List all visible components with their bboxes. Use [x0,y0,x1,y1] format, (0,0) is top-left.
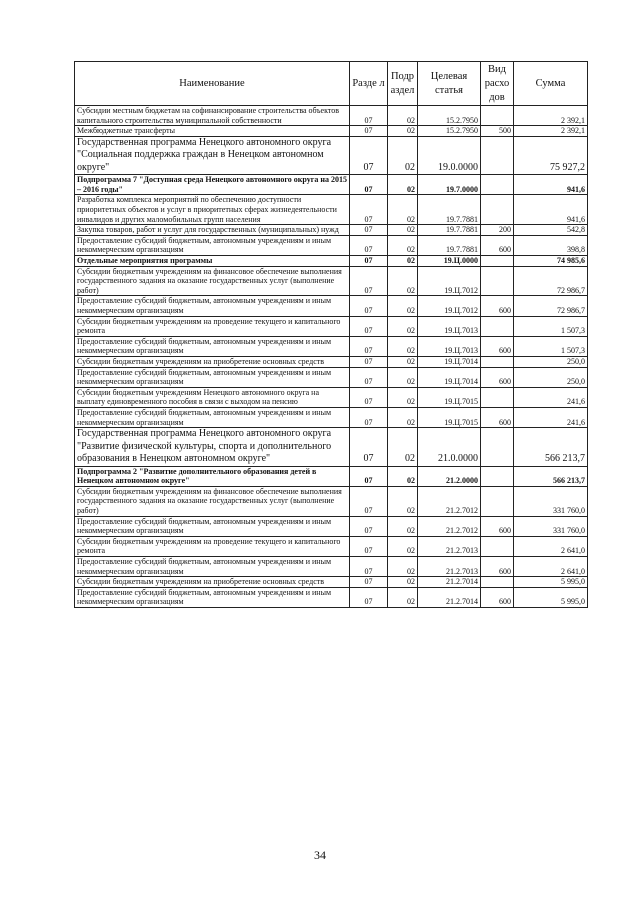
cell-subsection: 02 [388,367,418,387]
cell-name: Предоставление субсидий бюджетным, автономным учреждениям и иным некоммерческим организациям [75,367,350,387]
cell-subsection: 02 [388,577,418,588]
cell-name: Субсидии бюджетным учреждениям на финансовое обеспечение выполнения государственного задания на оказание государственных услуг (выполнение работ) [75,266,350,296]
cell-sum: 2 641,0 [514,536,588,556]
cell-target: 19.Ц.7014 [418,367,481,387]
cell-expense-type [481,195,514,225]
cell-sum: 2 392,1 [514,106,588,126]
cell-sum: 2 392,1 [514,126,588,137]
cell-section: 07 [350,266,388,296]
cell-name: Государственная программа Ненецкого автономного округа "Развитие физической культуры, спорта и дополнительного образования в Ненецком автономном округе" [75,428,350,467]
cell-subsection: 02 [388,516,418,536]
header-expense-type: Вид расхо дов [481,62,514,106]
cell-section: 07 [350,367,388,387]
cell-sum: 331 760,0 [514,486,588,516]
cell-name: Субсидии бюджетным учреждениям на проведение текущего и капитального ремонта [75,316,350,336]
cell-target: 19.Ц.0000 [418,256,481,267]
cell-section: 07 [350,316,388,336]
table-row [75,486,588,516]
cell-subsection: 02 [388,387,418,407]
cell-sum: 241,6 [514,407,588,427]
cell-target: 19.Ц.7012 [418,296,481,316]
cell-sum: 75 927,2 [514,136,588,175]
cell-target: 21.2.0000 [418,466,481,486]
cell-subsection: 02 [388,336,418,356]
cell-target: 19.7.0000 [418,175,481,195]
cell-target: 19.Ц.7013 [418,316,481,336]
cell-subsection: 02 [388,536,418,556]
table-row [75,256,588,267]
cell-section: 07 [350,587,388,607]
table-row [75,106,588,126]
cell-section: 07 [350,577,388,588]
cell-subsection: 02 [388,556,418,576]
cell-expense-type: 600 [481,516,514,536]
table-row [75,407,588,427]
cell-sum: 941,6 [514,195,588,225]
cell-subsection: 02 [388,235,418,255]
header-section: Разде л [350,62,388,106]
table-row [75,336,588,356]
cell-sum: 241,6 [514,387,588,407]
table-header-row [75,62,588,106]
cell-expense-type [481,106,514,126]
cell-expense-type: 600 [481,556,514,576]
cell-name: Субсидии бюджетным учреждениям на приобретение основных средств [75,577,350,588]
cell-subsection: 02 [388,486,418,516]
table-body [75,106,588,608]
cell-sum: 2 641,0 [514,556,588,576]
cell-name: Предоставление субсидий бюджетным, автономным учреждениям и иным некоммерческим организациям [75,336,350,356]
cell-expense-type [481,486,514,516]
cell-expense-type [481,356,514,367]
cell-subsection: 02 [388,296,418,316]
cell-subsection: 02 [388,106,418,126]
header-subsection: Подр аздел [388,62,418,106]
cell-section: 07 [350,556,388,576]
cell-target: 19.Ц.7015 [418,387,481,407]
cell-name: Субсидии местным бюджетам на софинансирование строительства объектов капитального строительства муниципальной собственности [75,106,350,126]
cell-section: 07 [350,428,388,467]
cell-name: Предоставление субсидий бюджетным, автономным учреждениям и иным некоммерческим организациям [75,407,350,427]
cell-name: Подпрограмма 2 "Развитие дополнительного образования детей в Ненецком автономном округе" [75,466,350,486]
cell-sum: 398,8 [514,235,588,255]
header-target: Целевая статья [418,62,481,106]
cell-section: 07 [350,225,388,236]
cell-target: 19.7.7881 [418,225,481,236]
table-row [75,266,588,296]
cell-expense-type [481,316,514,336]
table-row [75,556,588,576]
cell-subsection: 02 [388,225,418,236]
cell-section: 07 [350,106,388,126]
cell-name: Разработка комплекса мероприятий по обеспечению доступности приоритетных объектов и услуг в приоритетных сферах жизнедеятельности инвалидов и других маломобильных групп населения [75,195,350,225]
cell-sum: 542,8 [514,225,588,236]
cell-subsection: 02 [388,316,418,336]
cell-section: 07 [350,336,388,356]
cell-name: Предоставление субсидий бюджетным, автономным учреждениям и иным некоммерческим организациям [75,235,350,255]
cell-name: Субсидии бюджетным учреждениям Ненецкого автономного округа на выплату единовременного пособия в связи с выходом на пенсию [75,387,350,407]
cell-sum: 5 995,0 [514,587,588,607]
cell-section: 07 [350,516,388,536]
cell-sum: 74 985,6 [514,256,588,267]
cell-subsection: 02 [388,266,418,296]
cell-target: 21.2.7012 [418,516,481,536]
cell-section: 07 [350,466,388,486]
cell-section: 07 [350,175,388,195]
table-row [75,577,588,588]
header-sum: Сумма [514,62,588,106]
cell-expense-type: 600 [481,235,514,255]
cell-subsection: 02 [388,466,418,486]
cell-expense-type: 600 [481,296,514,316]
cell-expense-type [481,577,514,588]
cell-sum: 566 213,7 [514,428,588,467]
cell-expense-type [481,536,514,556]
cell-subsection: 02 [388,407,418,427]
table-row [75,587,588,607]
table-row [75,316,588,336]
cell-target: 19.Ц.7012 [418,266,481,296]
cell-target: 19.Ц.7015 [418,407,481,427]
cell-section: 07 [350,195,388,225]
cell-target: 19.7.7881 [418,235,481,255]
cell-target: 19.Ц.7014 [418,356,481,367]
cell-sum: 1 507,3 [514,316,588,336]
cell-expense-type [481,387,514,407]
cell-expense-type: 200 [481,225,514,236]
cell-name: Предоставление субсидий бюджетным, автономным учреждениям и иным некоммерческим организациям [75,556,350,576]
cell-sum: 250,0 [514,367,588,387]
header-name: Наименование [75,62,350,106]
cell-section: 07 [350,235,388,255]
table-row [75,126,588,137]
cell-expense-type [481,428,514,467]
cell-name: Подпрограмма 7 "Доступная среда Ненецкого автономного округа на 2015 – 2016 годы" [75,175,350,195]
cell-name: Предоставление субсидий бюджетным, автономным учреждениям и иным некоммерческим организациям [75,516,350,536]
cell-expense-type [481,136,514,175]
cell-subsection: 02 [388,256,418,267]
cell-section: 07 [350,296,388,316]
table-row [75,387,588,407]
table-row [75,536,588,556]
cell-target: 19.7.7881 [418,195,481,225]
cell-section: 07 [350,486,388,516]
page-number: 34 [314,848,326,862]
cell-name: Предоставление субсидий бюджетным, автономным учреждениям и иным некоммерческим организациям [75,587,350,607]
cell-sum: 566 213,7 [514,466,588,486]
cell-expense-type: 600 [481,407,514,427]
table-row [75,356,588,367]
cell-section: 07 [350,256,388,267]
cell-sum: 72 986,7 [514,266,588,296]
cell-section: 07 [350,536,388,556]
cell-section: 07 [350,136,388,175]
cell-target: 21.2.7012 [418,486,481,516]
cell-name: Субсидии бюджетным учреждениям на финансовое обеспечение выполнения государственного задания на оказание государственных услуг (выполнение работ) [75,486,350,516]
table-row [75,195,588,225]
cell-target: 21.2.7013 [418,556,481,576]
cell-target: 15.2.7950 [418,126,481,137]
cell-expense-type: 600 [481,367,514,387]
cell-target: 19.0.0000 [418,136,481,175]
cell-name: Государственная программа Ненецкого автономного округа "Социальная поддержка граждан в Ненецком автономном округе" [75,136,350,175]
cell-name: Предоставление субсидий бюджетным, автономным учреждениям и иным некоммерческим организациям [75,296,350,316]
cell-subsection: 02 [388,428,418,467]
cell-subsection: 02 [388,195,418,225]
table-row [75,225,588,236]
cell-target: 15.2.7950 [418,106,481,126]
cell-name: Отдельные мероприятия программы [75,256,350,267]
cell-expense-type: 500 [481,126,514,137]
cell-section: 07 [350,387,388,407]
cell-target: 21.2.7014 [418,587,481,607]
table-row [75,175,588,195]
cell-sum: 250,0 [514,356,588,367]
table-row [75,516,588,536]
cell-section: 07 [350,407,388,427]
cell-subsection: 02 [388,126,418,137]
cell-target: 21.2.7014 [418,577,481,588]
table-row [75,367,588,387]
cell-name: Субсидии бюджетным учреждениям на проведение текущего и капитального ремонта [75,536,350,556]
cell-name: Субсидии бюджетным учреждениям на приобретение основных средств [75,356,350,367]
cell-expense-type: 600 [481,587,514,607]
table-row [75,428,588,467]
table-row [75,466,588,486]
table-row [75,136,588,175]
cell-subsection: 02 [388,136,418,175]
cell-subsection: 02 [388,587,418,607]
cell-expense-type [481,175,514,195]
cell-expense-type [481,256,514,267]
cell-section: 07 [350,126,388,137]
budget-table [74,61,588,608]
cell-expense-type [481,466,514,486]
cell-expense-type: 600 [481,336,514,356]
cell-name: Закупка товаров, работ и услуг для государственных (муниципальных) нужд [75,225,350,236]
cell-subsection: 02 [388,175,418,195]
cell-sum: 5 995,0 [514,577,588,588]
cell-sum: 331 760,0 [514,516,588,536]
cell-section: 07 [350,356,388,367]
cell-target: 19.Ц.7013 [418,336,481,356]
cell-target: 21.2.7013 [418,536,481,556]
cell-name: Межбюджетные трансферты [75,126,350,137]
cell-expense-type [481,266,514,296]
cell-sum: 72 986,7 [514,296,588,316]
cell-target: 21.0.0000 [418,428,481,467]
table-row [75,235,588,255]
table-row [75,296,588,316]
cell-subsection: 02 [388,356,418,367]
cell-sum: 941,6 [514,175,588,195]
cell-sum: 1 507,3 [514,336,588,356]
